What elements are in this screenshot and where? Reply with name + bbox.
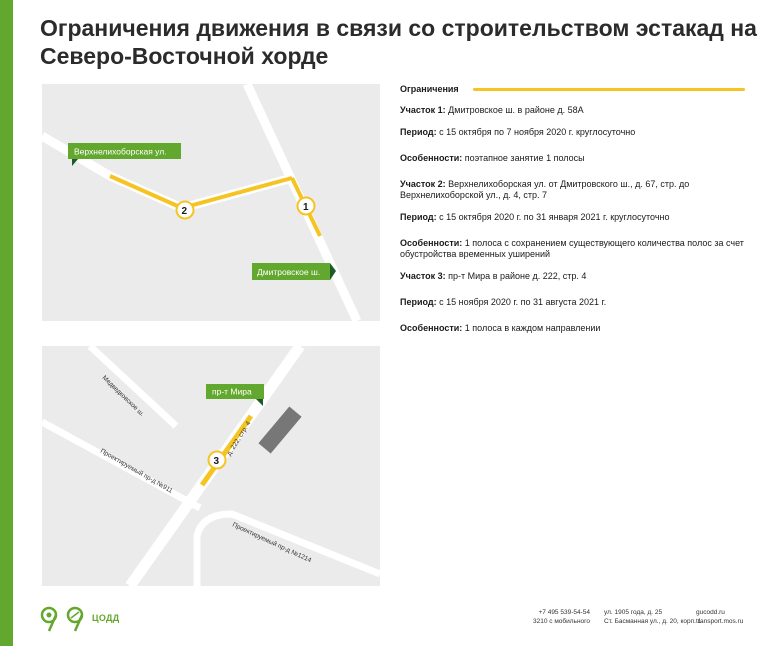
section-1-location: Участок 1: Дмитровское ш. в районе д. 58А xyxy=(400,105,584,115)
svg-text:3: 3 xyxy=(213,456,220,467)
phone-main: +7 495 539-54-54 xyxy=(538,609,590,616)
section-1-features: Особенности: поэтапное занятие 1 полосы xyxy=(400,153,585,163)
marker-2 xyxy=(177,202,194,219)
svg-text:1: 1 xyxy=(303,202,309,213)
section-3-features: Особенности: 1 полоса в каждом направлении xyxy=(400,323,601,333)
section-3-location: Участок 3: пр-т Мира в районе д. 222, стр. 4 xyxy=(400,271,587,281)
svg-text:Дмитровское ш.: Дмитровское ш. xyxy=(257,267,321,277)
address-1: ул. 1905 года, д. 25 xyxy=(604,609,663,616)
legend-label: Ограничения xyxy=(400,83,459,94)
svg-text:Верхнелихоборская ул.: Верхнелихоборская ул. xyxy=(74,146,167,157)
address-2: Ст. Басманная ул., д. 20, корп. 1 xyxy=(604,618,702,625)
legend-restriction-line xyxy=(473,88,745,91)
footer-phones xyxy=(533,608,590,626)
logo-text: ЦОДД xyxy=(92,613,120,623)
footer-addresses xyxy=(604,608,701,626)
svg-text:пр-т Мира: пр-т Мира xyxy=(212,386,252,397)
phone-mobile: 3210 с мобильного xyxy=(533,618,590,625)
label-dmitrovskoe xyxy=(252,263,336,280)
road-medvedkovskoe xyxy=(90,346,176,426)
section-3-period: Период: с 15 ноября 2020 г. по 31 августа 2021 г. xyxy=(400,297,607,307)
marker-1 xyxy=(298,198,315,215)
site-transport-link[interactable]: transport.mos.ru xyxy=(696,618,744,625)
svg-text:2: 2 xyxy=(181,206,188,217)
section-2-location: Участок 2: Верхнелихоборская ул. от Дмитровского ш., д. 67, стр. до Верхнелихоборской ул., д. 4, стр. 7 xyxy=(400,179,690,200)
map-sections-1-2 xyxy=(42,84,380,321)
svg-text:Медведковское ш.: Медведковское ш. xyxy=(100,374,146,419)
section-1-period: Период: с 15 октября по 7 ноября 2020 г. круглосуточно xyxy=(400,127,636,137)
footer-sites xyxy=(696,608,743,626)
brand-side-bar xyxy=(0,0,13,646)
map-section-3 xyxy=(42,346,380,586)
svg-text:д. 222, стр. 4: д. 222, стр. 4 xyxy=(225,420,253,458)
info-panel xyxy=(400,82,745,349)
building-222-4 xyxy=(258,406,301,453)
footer xyxy=(0,598,770,638)
svg-text:Проектируемый пр-д №911: Проектируемый пр-д №911 xyxy=(99,447,174,495)
section-2-features: Особенности: 1 полоса с сохранением существующего количества полос за счет обустройства временных уширений xyxy=(400,238,744,259)
legend xyxy=(400,82,745,96)
marker-3 xyxy=(209,452,226,469)
page-title: Ограничения движения в связи со строительством эстакад на Северо-Восточной хорде xyxy=(40,15,757,69)
site-gucodd-link[interactable]: gucodd.ru xyxy=(696,609,725,616)
svg-text:Проектируемый пр-д №1214: Проектируемый пр-д №1214 xyxy=(231,521,313,565)
section-2-period: Период: с 15 октября 2020 г. по 31 января 2021 г. круглосуточно xyxy=(400,212,670,222)
